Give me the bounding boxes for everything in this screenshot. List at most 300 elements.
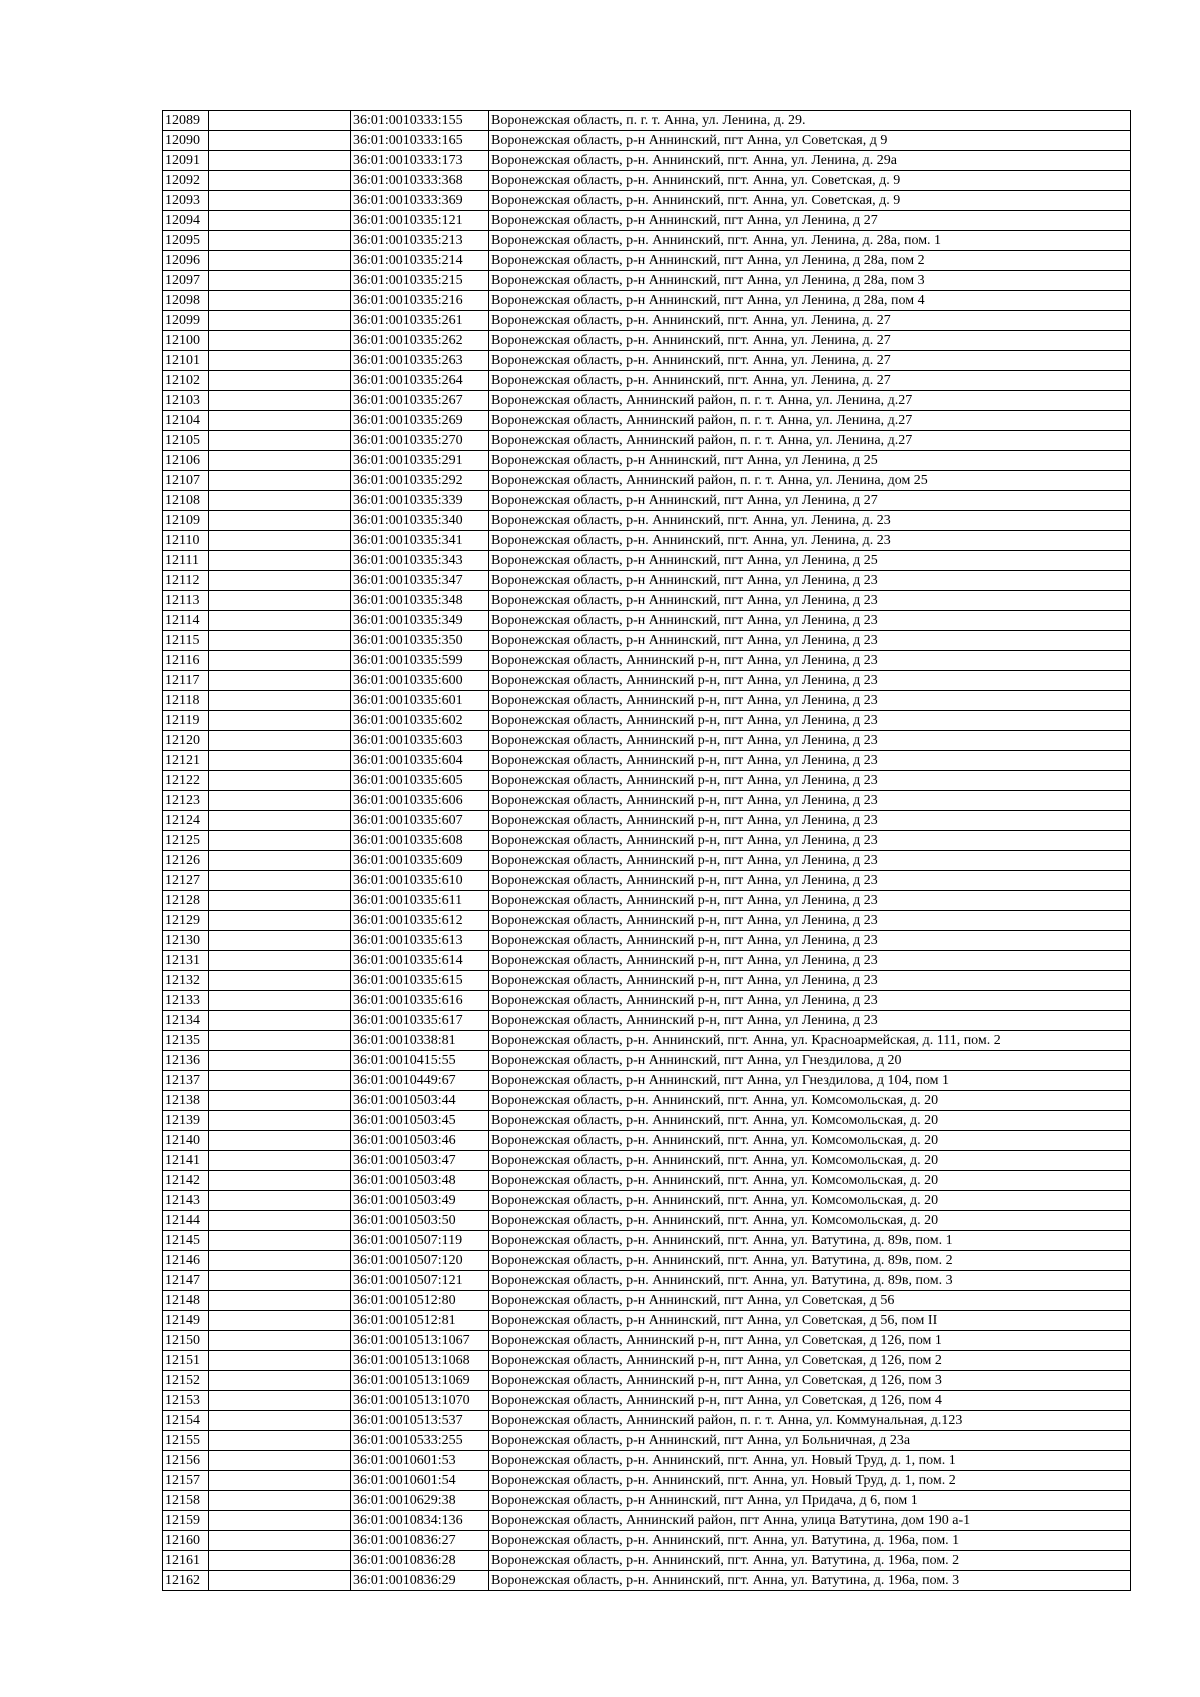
- cadastral-number-cell: 36:01:0010335:339: [351, 491, 489, 511]
- address-cell: Воронежская область, р-н Аннинский, пгт Анна, ул Советская, д 9: [489, 131, 1131, 151]
- empty-cell: [209, 511, 351, 531]
- table-row: [163, 371, 1131, 391]
- table-row: [163, 1531, 1131, 1551]
- row-number-cell: 12113: [163, 591, 209, 611]
- empty-cell: [209, 651, 351, 671]
- row-number-cell: 12130: [163, 931, 209, 951]
- row-number-cell: 12115: [163, 631, 209, 651]
- table-row: [163, 1491, 1131, 1511]
- row-number-cell: 12104: [163, 411, 209, 431]
- address-cell: Воронежская область, Аннинский р-н, пгт Анна, ул Ленина, д 23: [489, 711, 1131, 731]
- row-number-cell: 12150: [163, 1331, 209, 1351]
- cadastral-number-cell: 36:01:0010335:604: [351, 751, 489, 771]
- table-row: [163, 311, 1131, 331]
- empty-cell: [209, 751, 351, 771]
- table-row: [163, 1031, 1131, 1051]
- table-row: [163, 1071, 1131, 1091]
- empty-cell: [209, 451, 351, 471]
- row-number-cell: 12135: [163, 1031, 209, 1051]
- table-row: [163, 971, 1131, 991]
- cadastral-number-cell: 36:01:0010335:350: [351, 631, 489, 651]
- table-row: [163, 791, 1131, 811]
- empty-cell: [209, 911, 351, 931]
- table-row: [163, 331, 1131, 351]
- address-cell: Воронежская область, р-н Аннинский, пгт Анна, ул Советская, д 56: [489, 1291, 1131, 1311]
- row-number-cell: 12160: [163, 1531, 209, 1551]
- table-row: [163, 1151, 1131, 1171]
- address-cell: Воронежская область, р-н. Аннинский, пгт. Анна, ул. Советская, д. 9: [489, 171, 1131, 191]
- table-row: [163, 1351, 1131, 1371]
- row-number-cell: 12162: [163, 1571, 209, 1591]
- cadastral-number-cell: 36:01:0010335:261: [351, 311, 489, 331]
- address-cell: Воронежская область, п. г. т. Анна, ул. Ленина, д. 29.: [489, 111, 1131, 131]
- address-cell: Воронежская область, р-н Аннинский, пгт Анна, ул Ленина, д 25: [489, 551, 1131, 571]
- row-number-cell: 12119: [163, 711, 209, 731]
- empty-cell: [209, 1051, 351, 1071]
- empty-cell: [209, 1491, 351, 1511]
- address-cell: Воронежская область, Аннинский р-н, пгт Анна, ул Ленина, д 23: [489, 791, 1131, 811]
- cadastral-number-cell: 36:01:0010335:121: [351, 211, 489, 231]
- table-row: [163, 551, 1131, 571]
- address-cell: Воронежская область, Аннинский р-н, пгт Анна, ул Советская, д 126, пом 1: [489, 1331, 1131, 1351]
- address-cell: Воронежская область, р-н. Аннинский, пгт. Анна, ул. Ленина, д. 28а, пом. 1: [489, 231, 1131, 251]
- empty-cell: [209, 471, 351, 491]
- registry-table-body: [163, 111, 1131, 1591]
- table-row: [163, 1371, 1131, 1391]
- row-number-cell: 12152: [163, 1371, 209, 1391]
- cadastral-number-cell: 36:01:0010503:47: [351, 1151, 489, 1171]
- table-row: [163, 991, 1131, 1011]
- row-number-cell: 12100: [163, 331, 209, 351]
- empty-cell: [209, 531, 351, 551]
- empty-cell: [209, 791, 351, 811]
- address-cell: Воронежская область, Аннинский р-н, пгт Анна, ул Ленина, д 23: [489, 731, 1131, 751]
- cadastral-number-cell: 36:01:0010335:612: [351, 911, 489, 931]
- address-cell: Воронежская область, Аннинский р-н, пгт Анна, ул Ленина, д 23: [489, 651, 1131, 671]
- table-row: [163, 1171, 1131, 1191]
- cadastral-number-cell: 36:01:0010335:613: [351, 931, 489, 951]
- empty-cell: [209, 1291, 351, 1311]
- cadastral-number-cell: 36:01:0010335:602: [351, 711, 489, 731]
- cadastral-number-cell: 36:01:0010333:165: [351, 131, 489, 151]
- cadastral-number-cell: 36:01:0010513:1069: [351, 1371, 489, 1391]
- table-row: [163, 1051, 1131, 1071]
- table-row: [163, 711, 1131, 731]
- address-cell: Воронежская область, Аннинский р-н, пгт Анна, ул Ленина, д 23: [489, 691, 1131, 711]
- cadastral-number-cell: 36:01:0010335:617: [351, 1011, 489, 1031]
- row-number-cell: 12118: [163, 691, 209, 711]
- empty-cell: [209, 311, 351, 331]
- empty-cell: [209, 571, 351, 591]
- row-number-cell: 12103: [163, 391, 209, 411]
- address-cell: Воронежская область, Аннинский р-н, пгт Анна, ул Ленина, д 23: [489, 931, 1131, 951]
- empty-cell: [209, 1471, 351, 1491]
- empty-cell: [209, 1231, 351, 1251]
- address-cell: Воронежская область, р-н. Аннинский, пгт. Анна, ул. Ватутина, д. 196а, пом. 1: [489, 1531, 1131, 1551]
- address-cell: Воронежская область, Аннинский р-н, пгт Анна, ул Ленина, д 23: [489, 1011, 1131, 1031]
- table-row: [163, 631, 1131, 651]
- table-row: [163, 651, 1131, 671]
- address-cell: Воронежская область, р-н Аннинский, пгт Анна, ул Ленина, д 23: [489, 631, 1131, 651]
- row-number-cell: 12098: [163, 291, 209, 311]
- row-number-cell: 12091: [163, 151, 209, 171]
- row-number-cell: 12148: [163, 1291, 209, 1311]
- empty-cell: [209, 591, 351, 611]
- empty-cell: [209, 1431, 351, 1451]
- empty-cell: [209, 351, 351, 371]
- table-row: [163, 1291, 1131, 1311]
- empty-cell: [209, 131, 351, 151]
- row-number-cell: 12153: [163, 1391, 209, 1411]
- row-number-cell: 12133: [163, 991, 209, 1011]
- table-row: [163, 1131, 1131, 1151]
- address-cell: Воронежская область, р-н. Аннинский, пгт. Анна, ул. Комсомольская, д. 20: [489, 1211, 1131, 1231]
- cadastral-number-cell: 36:01:0010507:120: [351, 1251, 489, 1271]
- row-number-cell: 12131: [163, 951, 209, 971]
- address-cell: Воронежская область, Аннинский р-н, пгт Анна, ул Советская, д 126, пом 3: [489, 1371, 1131, 1391]
- cadastral-number-cell: 36:01:0010335:607: [351, 811, 489, 831]
- table-row: [163, 811, 1131, 831]
- address-cell: Воронежская область, р-н. Аннинский, пгт. Анна, ул. Ленина, д. 29а: [489, 151, 1131, 171]
- table-row: [163, 1411, 1131, 1431]
- empty-cell: [209, 491, 351, 511]
- row-number-cell: 12138: [163, 1091, 209, 1111]
- registry-table: [162, 110, 1131, 1591]
- row-number-cell: 12096: [163, 251, 209, 271]
- row-number-cell: 12108: [163, 491, 209, 511]
- empty-cell: [209, 1111, 351, 1131]
- cadastral-number-cell: 36:01:0010333:155: [351, 111, 489, 131]
- row-number-cell: 12090: [163, 131, 209, 151]
- row-number-cell: 12142: [163, 1171, 209, 1191]
- cadastral-number-cell: 36:01:0010335:269: [351, 411, 489, 431]
- empty-cell: [209, 151, 351, 171]
- row-number-cell: 12106: [163, 451, 209, 471]
- row-number-cell: 12110: [163, 531, 209, 551]
- address-cell: Воронежская область, р-н Аннинский, пгт Анна, ул Ленина, д 28а, пом 3: [489, 271, 1131, 291]
- table-row: [163, 951, 1131, 971]
- table-row: [163, 1011, 1131, 1031]
- cadastral-number-cell: 36:01:0010335:216: [351, 291, 489, 311]
- row-number-cell: 12137: [163, 1071, 209, 1091]
- table-row: [163, 931, 1131, 951]
- table-row: [163, 871, 1131, 891]
- empty-cell: [209, 1411, 351, 1431]
- address-cell: Воронежская область, Аннинский р-н, пгт Анна, ул Ленина, д 23: [489, 671, 1131, 691]
- row-number-cell: 12097: [163, 271, 209, 291]
- address-cell: Воронежская область, р-н. Аннинский, пгт. Анна, ул. Ватутина, д. 89в, пом. 3: [489, 1271, 1131, 1291]
- row-number-cell: 12094: [163, 211, 209, 231]
- cadastral-number-cell: 36:01:0010836:29: [351, 1571, 489, 1591]
- address-cell: Воронежская область, Аннинский р-н, пгт Анна, ул Ленина, д 23: [489, 751, 1131, 771]
- empty-cell: [209, 1151, 351, 1171]
- cadastral-number-cell: 36:01:0010836:28: [351, 1551, 489, 1571]
- address-cell: Воронежская область, р-н. Аннинский, пгт. Анна, ул. Комсомольская, д. 20: [489, 1191, 1131, 1211]
- row-number-cell: 12127: [163, 871, 209, 891]
- row-number-cell: 12140: [163, 1131, 209, 1151]
- row-number-cell: 12147: [163, 1271, 209, 1291]
- address-cell: Воронежская область, р-н Аннинский, пгт Анна, ул Ленина, д 25: [489, 451, 1131, 471]
- address-cell: Воронежская область, р-н. Аннинский, пгт. Анна, ул. Ленина, д. 27: [489, 371, 1131, 391]
- row-number-cell: 12120: [163, 731, 209, 751]
- cadastral-number-cell: 36:01:0010335:262: [351, 331, 489, 351]
- cadastral-number-cell: 36:01:0010335:343: [351, 551, 489, 571]
- table-row: [163, 771, 1131, 791]
- table-row: [163, 1471, 1131, 1491]
- cadastral-number-cell: 36:01:0010335:616: [351, 991, 489, 1011]
- row-number-cell: 12125: [163, 831, 209, 851]
- cadastral-number-cell: 36:01:0010335:601: [351, 691, 489, 711]
- empty-cell: [209, 891, 351, 911]
- empty-cell: [209, 771, 351, 791]
- address-cell: Воронежская область, Аннинский р-н, пгт Анна, ул Ленина, д 23: [489, 991, 1131, 1011]
- cadastral-number-cell: 36:01:0010335:270: [351, 431, 489, 451]
- cadastral-number-cell: 36:01:0010507:119: [351, 1231, 489, 1251]
- row-number-cell: 12158: [163, 1491, 209, 1511]
- cadastral-number-cell: 36:01:0010335:611: [351, 891, 489, 911]
- empty-cell: [209, 871, 351, 891]
- cadastral-number-cell: 36:01:0010601:54: [351, 1471, 489, 1491]
- empty-cell: [209, 811, 351, 831]
- cadastral-number-cell: 36:01:0010503:46: [351, 1131, 489, 1151]
- table-row: [163, 751, 1131, 771]
- table-row: [163, 1511, 1131, 1531]
- address-cell: Воронежская область, р-н Аннинский, пгт Анна, ул Больничная, д 23а: [489, 1431, 1131, 1451]
- table-row: [163, 271, 1131, 291]
- cadastral-number-cell: 36:01:0010335:608: [351, 831, 489, 851]
- table-row: [163, 391, 1131, 411]
- address-cell: Воронежская область, Аннинский р-н, пгт Анна, ул Ленина, д 23: [489, 871, 1131, 891]
- empty-cell: [209, 1551, 351, 1571]
- empty-cell: [209, 1031, 351, 1051]
- cadastral-number-cell: 36:01:0010335:349: [351, 611, 489, 631]
- row-number-cell: 12139: [163, 1111, 209, 1131]
- row-number-cell: 12136: [163, 1051, 209, 1071]
- table-row: [163, 231, 1131, 251]
- table-row: [163, 291, 1131, 311]
- cadastral-number-cell: 36:01:0010335:341: [351, 531, 489, 551]
- cadastral-number-cell: 36:01:0010335:615: [351, 971, 489, 991]
- empty-cell: [209, 1451, 351, 1471]
- empty-cell: [209, 1571, 351, 1591]
- address-cell: Воронежская область, р-н Аннинский, пгт Анна, ул Ленина, д 27: [489, 491, 1131, 511]
- address-cell: Воронежская область, р-н Аннинский, пгт Анна, ул Советская, д 56, пом II: [489, 1311, 1131, 1331]
- empty-cell: [209, 1351, 351, 1371]
- cadastral-number-cell: 36:01:0010335:267: [351, 391, 489, 411]
- empty-cell: [209, 731, 351, 751]
- empty-cell: [209, 431, 351, 451]
- row-number-cell: 12161: [163, 1551, 209, 1571]
- cadastral-number-cell: 36:01:0010335:263: [351, 351, 489, 371]
- row-number-cell: 12109: [163, 511, 209, 531]
- empty-cell: [209, 171, 351, 191]
- empty-cell: [209, 1091, 351, 1111]
- cadastral-number-cell: 36:01:0010335:614: [351, 951, 489, 971]
- address-cell: Воронежская область, р-н Аннинский, пгт Анна, ул Придача, д 6, пом 1: [489, 1491, 1131, 1511]
- address-cell: Воронежская область, р-н. Аннинский, пгт. Анна, ул. Ленина, д. 27: [489, 351, 1131, 371]
- address-cell: Воронежская область, Аннинский р-н, пгт Анна, ул Ленина, д 23: [489, 971, 1131, 991]
- cadastral-number-cell: 36:01:0010335:603: [351, 731, 489, 751]
- cadastral-number-cell: 36:01:0010834:136: [351, 1511, 489, 1531]
- table-row: [163, 411, 1131, 431]
- empty-cell: [209, 831, 351, 851]
- cadastral-number-cell: 36:01:0010449:67: [351, 1071, 489, 1091]
- address-cell: Воронежская область, Аннинский р-н, пгт Анна, ул Советская, д 126, пом 2: [489, 1351, 1131, 1371]
- row-number-cell: 12155: [163, 1431, 209, 1451]
- empty-cell: [209, 1271, 351, 1291]
- address-cell: Воронежская область, р-н Аннинский, пгт Анна, ул Ленина, д 23: [489, 591, 1131, 611]
- address-cell: Воронежская область, р-н Аннинский, пгт Анна, ул Ленина, д 23: [489, 611, 1131, 631]
- empty-cell: [209, 1371, 351, 1391]
- table-row: [163, 531, 1131, 551]
- row-number-cell: 12151: [163, 1351, 209, 1371]
- empty-cell: [209, 991, 351, 1011]
- address-cell: Воронежская область, р-н. Аннинский, пгт. Анна, ул. Новый Труд, д. 1, пом. 1: [489, 1451, 1131, 1471]
- empty-cell: [209, 1251, 351, 1271]
- empty-cell: [209, 1331, 351, 1351]
- address-cell: Воронежская область, р-н. Аннинский, пгт. Анна, ул. Комсомольская, д. 20: [489, 1151, 1131, 1171]
- row-number-cell: 12154: [163, 1411, 209, 1431]
- table-row: [163, 1451, 1131, 1471]
- row-number-cell: 12149: [163, 1311, 209, 1331]
- row-number-cell: 12116: [163, 651, 209, 671]
- cadastral-number-cell: 36:01:0010512:80: [351, 1291, 489, 1311]
- cadastral-number-cell: 36:01:0010335:348: [351, 591, 489, 611]
- cadastral-number-cell: 36:01:0010335:347: [351, 571, 489, 591]
- cadastral-number-cell: 36:01:0010335:213: [351, 231, 489, 251]
- row-number-cell: 12102: [163, 371, 209, 391]
- table-row: [163, 171, 1131, 191]
- empty-cell: [209, 371, 351, 391]
- address-cell: Воронежская область, р-н. Аннинский, пгт. Анна, ул. Ленина, д. 27: [489, 331, 1131, 351]
- address-cell: Воронежская область, р-н. Аннинский, пгт. Анна, ул. Комсомольская, д. 20: [489, 1111, 1131, 1131]
- row-number-cell: 12144: [163, 1211, 209, 1231]
- cadastral-number-cell: 36:01:0010335:215: [351, 271, 489, 291]
- table-row: [163, 451, 1131, 471]
- address-cell: Воронежская область, р-н. Аннинский, пгт. Анна, ул. Ватутина, д. 196а, пом. 2: [489, 1551, 1131, 1571]
- table-row: [163, 511, 1131, 531]
- empty-cell: [209, 1171, 351, 1191]
- cadastral-number-cell: 36:01:0010512:81: [351, 1311, 489, 1331]
- address-cell: Воронежская область, р-н. Аннинский, пгт. Анна, ул. Советская, д. 9: [489, 191, 1131, 211]
- cadastral-number-cell: 36:01:0010335:264: [351, 371, 489, 391]
- cadastral-number-cell: 36:01:0010507:121: [351, 1271, 489, 1291]
- row-number-cell: 12122: [163, 771, 209, 791]
- address-cell: Воронежская область, р-н Аннинский, пгт Анна, ул Гнездилова, д 104, пом 1: [489, 1071, 1131, 1091]
- address-cell: Воронежская область, Аннинский р-н, пгт Анна, ул Ленина, д 23: [489, 771, 1131, 791]
- row-number-cell: 12101: [163, 351, 209, 371]
- table-row: [163, 491, 1131, 511]
- empty-cell: [209, 711, 351, 731]
- address-cell: Воронежская область, Аннинский р-н, пгт Анна, ул Ленина, д 23: [489, 811, 1131, 831]
- cadastral-number-cell: 36:01:0010533:255: [351, 1431, 489, 1451]
- cadastral-number-cell: 36:01:0010629:38: [351, 1491, 489, 1511]
- empty-cell: [209, 331, 351, 351]
- table-row: [163, 1391, 1131, 1411]
- table-row: [163, 1311, 1131, 1331]
- empty-cell: [209, 291, 351, 311]
- row-number-cell: 12089: [163, 111, 209, 131]
- row-number-cell: 12112: [163, 571, 209, 591]
- cadastral-number-cell: 36:01:0010335:340: [351, 511, 489, 531]
- address-cell: Воронежская область, р-н. Аннинский, пгт. Анна, ул. Ленина, д. 27: [489, 311, 1131, 331]
- cadastral-number-cell: 36:01:0010333:368: [351, 171, 489, 191]
- cadastral-number-cell: 36:01:0010333:369: [351, 191, 489, 211]
- empty-cell: [209, 631, 351, 651]
- table-row: [163, 671, 1131, 691]
- cadastral-number-cell: 36:01:0010415:55: [351, 1051, 489, 1071]
- row-number-cell: 12099: [163, 311, 209, 331]
- table-row: [163, 251, 1131, 271]
- empty-cell: [209, 1011, 351, 1031]
- empty-cell: [209, 231, 351, 251]
- empty-cell: [209, 211, 351, 231]
- cadastral-number-cell: 36:01:0010503:45: [351, 1111, 489, 1131]
- address-cell: Воронежская область, р-н Аннинский, пгт Анна, ул Гнездилова, д 20: [489, 1051, 1131, 1071]
- table-row: [163, 1551, 1131, 1571]
- empty-cell: [209, 1531, 351, 1551]
- table-row: [163, 591, 1131, 611]
- cadastral-number-cell: 36:01:0010513:537: [351, 1411, 489, 1431]
- address-cell: Воронежская область, р-н. Аннинский, пгт. Анна, ул. Красноармейская, д. 111, пом. 2: [489, 1031, 1131, 1051]
- row-number-cell: 12092: [163, 171, 209, 191]
- table-row: [163, 211, 1131, 231]
- cadastral-number-cell: 36:01:0010338:81: [351, 1031, 489, 1051]
- empty-cell: [209, 251, 351, 271]
- row-number-cell: 12124: [163, 811, 209, 831]
- cadastral-number-cell: 36:01:0010335:605: [351, 771, 489, 791]
- cadastral-number-cell: 36:01:0010335:214: [351, 251, 489, 271]
- empty-cell: [209, 1191, 351, 1211]
- cadastral-number-cell: 36:01:0010335:609: [351, 851, 489, 871]
- table-row: [163, 1091, 1131, 1111]
- address-cell: Воронежская область, р-н. Аннинский, пгт. Анна, ул. Комсомольская, д. 20: [489, 1131, 1131, 1151]
- address-cell: Воронежская область, Аннинский р-н, пгт Анна, ул Ленина, д 23: [489, 911, 1131, 931]
- table-row: [163, 1211, 1131, 1231]
- row-number-cell: 12121: [163, 751, 209, 771]
- cadastral-number-cell: 36:01:0010503:44: [351, 1091, 489, 1111]
- row-number-cell: 12105: [163, 431, 209, 451]
- table-row: [163, 731, 1131, 751]
- table-row: [163, 151, 1131, 171]
- table-row: [163, 1331, 1131, 1351]
- row-number-cell: 12156: [163, 1451, 209, 1471]
- table-row: [163, 131, 1131, 151]
- address-cell: Воронежская область, Аннинский р-н, пгт Анна, ул Ленина, д 23: [489, 951, 1131, 971]
- row-number-cell: 12145: [163, 1231, 209, 1251]
- address-cell: Воронежская область, Аннинский район, п. г. т. Анна, ул. Ленина, д.27: [489, 431, 1131, 451]
- row-number-cell: 12128: [163, 891, 209, 911]
- address-cell: Воронежская область, Аннинский р-н, пгт Анна, ул Ленина, д 23: [489, 851, 1131, 871]
- table-row: [163, 111, 1131, 131]
- cadastral-number-cell: 36:01:0010335:292: [351, 471, 489, 491]
- table-row: [163, 431, 1131, 451]
- address-cell: Воронежская область, Аннинский район, пгт Анна, улица Ватутина, дом 190 а-1: [489, 1511, 1131, 1531]
- row-number-cell: 12129: [163, 911, 209, 931]
- empty-cell: [209, 551, 351, 571]
- row-number-cell: 12126: [163, 851, 209, 871]
- address-cell: Воронежская область, р-н Аннинский, пгт Анна, ул Ленина, д 28а, пом 2: [489, 251, 1131, 271]
- address-cell: Воронежская область, р-н. Аннинский, пгт. Анна, ул. Новый Труд, д. 1, пом. 2: [489, 1471, 1131, 1491]
- row-number-cell: 12114: [163, 611, 209, 631]
- cadastral-number-cell: 36:01:0010335:600: [351, 671, 489, 691]
- table-row: [163, 1251, 1131, 1271]
- empty-cell: [209, 271, 351, 291]
- cadastral-number-cell: 36:01:0010335:606: [351, 791, 489, 811]
- table-row: [163, 831, 1131, 851]
- address-cell: Воронежская область, Аннинский р-н, пгт Анна, ул Советская, д 126, пом 4: [489, 1391, 1131, 1411]
- empty-cell: [209, 611, 351, 631]
